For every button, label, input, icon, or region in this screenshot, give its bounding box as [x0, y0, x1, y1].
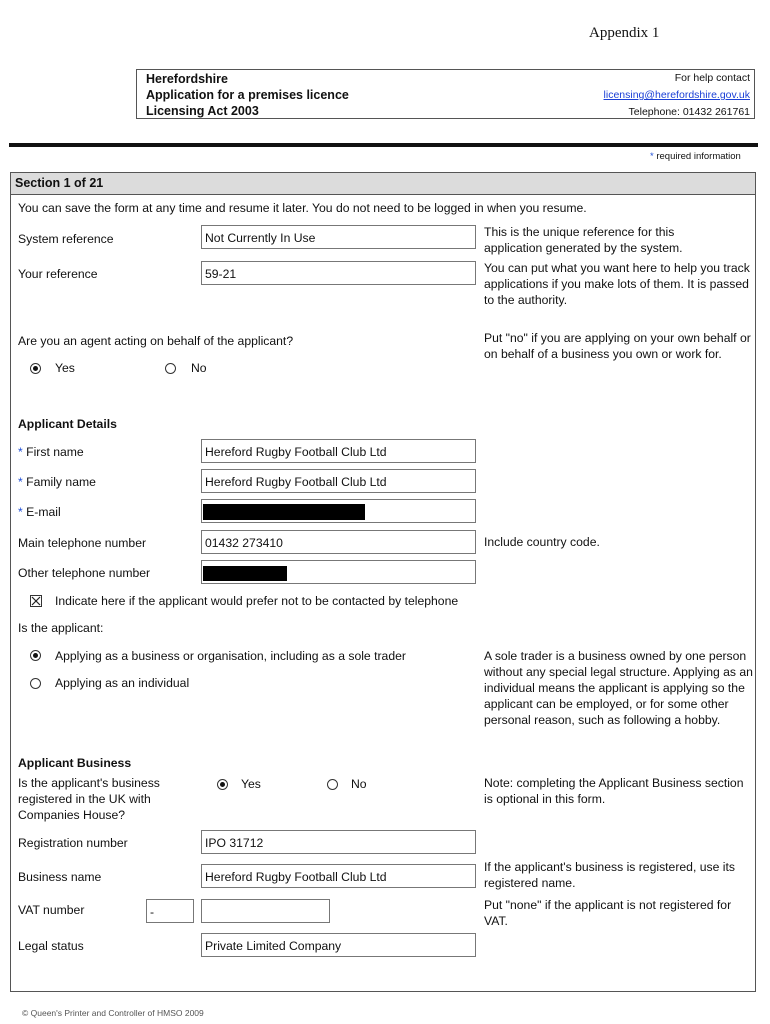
- registration-number-label: Registration number: [18, 836, 128, 850]
- applicant-business-note: Note: completing the Applicant Business section is optional in this form.: [484, 776, 744, 806]
- help-telephone: Telephone: 01432 261761: [628, 106, 750, 118]
- applicant-details-heading: Applicant Details: [18, 417, 117, 431]
- appendix-label: Appendix 1: [589, 25, 660, 41]
- vat-prefix-field[interactable]: -: [146, 899, 194, 923]
- other-phone-label: Other telephone number: [18, 566, 151, 580]
- help-contact-label: For help contact: [674, 72, 750, 84]
- form-header: [136, 69, 755, 119]
- email-redaction: [203, 504, 365, 520]
- system-reference-field[interactable]: Not Currently In Use: [201, 225, 476, 249]
- applicant-type-question: Is the applicant:: [18, 621, 104, 635]
- section-bar: [11, 173, 755, 195]
- your-reference-help: You can put what you want here to help you track applications if you make lots of them. It is passed to the authority.: [484, 261, 750, 307]
- family-name-label: * Family name: [18, 475, 96, 489]
- system-reference-label: System reference: [18, 232, 114, 246]
- no-phone-contact-label: Indicate here if the applicant would prefer not to be contacted by telephone: [55, 594, 459, 608]
- section-intro: You can save the form at any time and resume it later. You do not need to be logged in when you resume.: [18, 201, 587, 215]
- first-name-label: * First name: [18, 445, 84, 459]
- applicant-type-help: A sole trader is a business owned by one person without any special legal structure. Applying as an individual means the applicant is applying so the applicant can be employed, or for some other personal reason, such as following a hobby.: [484, 649, 753, 727]
- registration-number-field[interactable]: IPO 31712: [201, 830, 476, 854]
- agent-yes-radio[interactable]: [30, 363, 41, 374]
- required-star: *: [18, 505, 23, 519]
- header-org: Herefordshire: [146, 72, 228, 86]
- required-star: *: [18, 445, 23, 459]
- header-title: Application for a premises licence: [146, 88, 349, 102]
- agent-no-label: No: [191, 361, 207, 375]
- section-title: Section 1 of 21: [15, 176, 104, 190]
- required-star: *: [650, 151, 654, 162]
- registered-question: Is the applicant's business registered in the UK with Companies House?: [18, 776, 160, 822]
- checkmark-cross-icon: [31, 596, 41, 606]
- applicant-business-heading: Applicant Business: [18, 756, 132, 770]
- no-phone-contact-checkbox[interactable]: [30, 595, 42, 607]
- agent-no-radio[interactable]: [165, 363, 176, 374]
- business-name-label: Business name: [18, 870, 102, 884]
- help-email-link[interactable]: licensing@herefordshire.gov.uk: [603, 89, 750, 101]
- header-divider: [9, 143, 758, 147]
- system-reference-help: This is the unique reference for this application generated by the system.: [484, 225, 683, 255]
- vat-help: Put "none" if the applicant is not registered for VAT.: [484, 898, 732, 928]
- required-note: [650, 151, 741, 162]
- agent-help: Put "no" if you are applying on your own behalf or on behalf of a business you own or work for.: [484, 331, 751, 361]
- registered-yes-radio[interactable]: [217, 779, 228, 790]
- business-name-field[interactable]: Hereford Rugby Football Club Ltd: [201, 864, 476, 888]
- main-phone-label: Main telephone number: [18, 536, 147, 550]
- registered-no-radio[interactable]: [327, 779, 338, 790]
- family-name-field[interactable]: Hereford Rugby Football Club Ltd: [201, 469, 476, 493]
- applicant-individual-radio[interactable]: [30, 678, 41, 689]
- email-label: * E-mail: [18, 505, 61, 519]
- required-note-text: required information: [653, 151, 741, 162]
- legal-status-field[interactable]: Private Limited Company: [201, 933, 476, 957]
- applicant-business-label: Applying as a business or organisation, including as a sole trader: [55, 649, 406, 663]
- vat-number-label: VAT number: [18, 903, 85, 917]
- vat-number-field[interactable]: [201, 899, 330, 923]
- applicant-business-radio[interactable]: [30, 650, 41, 661]
- registered-yes-label: Yes: [241, 777, 261, 791]
- other-phone-redaction: [203, 566, 287, 581]
- footer-copyright: © Queen's Printer and Controller of HMSO 2009: [22, 1008, 204, 1018]
- agent-yes-label: Yes: [55, 361, 75, 375]
- legal-status-label: Legal status: [18, 939, 84, 953]
- agent-question: Are you an agent acting on behalf of the applicant?: [18, 334, 294, 348]
- applicant-individual-label: Applying as an individual: [55, 676, 190, 690]
- business-name-help: If the applicant's business is registered, use its registered name.: [484, 860, 735, 890]
- your-reference-label: Your reference: [18, 267, 98, 281]
- registered-no-label: No: [351, 777, 367, 791]
- main-phone-help: Include country code.: [484, 535, 600, 549]
- your-reference-field[interactable]: 59-21: [201, 261, 476, 285]
- header-act: Licensing Act 2003: [146, 104, 259, 118]
- main-phone-field[interactable]: 01432 273410: [201, 530, 476, 554]
- required-star: *: [18, 475, 23, 489]
- first-name-field[interactable]: Hereford Rugby Football Club Ltd: [201, 439, 476, 463]
